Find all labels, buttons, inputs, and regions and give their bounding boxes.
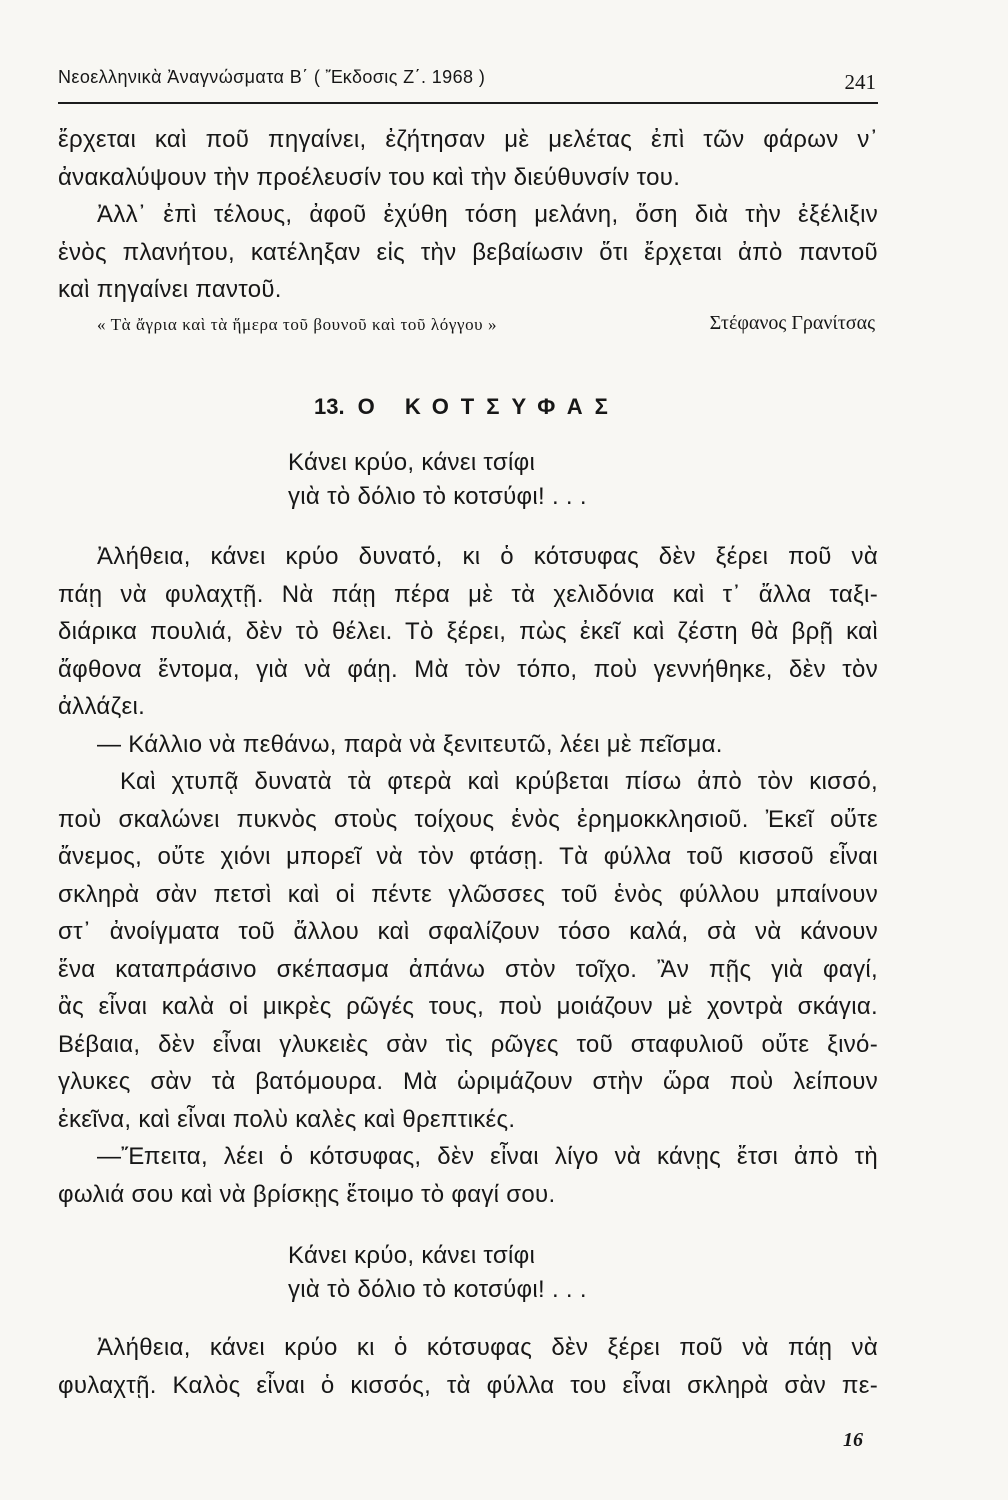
text-line: ποὺ σκαλώνει πυκνὸς στοὺς τοίχους ἑνὸς ἐρημοκκλησιοῦ. Ἐκεῖ οὔτε <box>58 805 878 833</box>
running-head <box>58 64 878 96</box>
text-line: ἄφθονα ἔντομα, γιὰ νὰ φάῃ. Μὰ τὸν τόπο, ποὺ γεννήθηκε, δὲν τὸν <box>58 655 878 683</box>
paragraph <box>58 763 878 1138</box>
page-number: 241 <box>844 70 876 94</box>
text-line: ἐκεῖνα, καὶ εἶναι πολὺ καλὲς καὶ θρεπτικές. <box>58 1105 516 1133</box>
text-line: πάῃ νὰ φυλαχτῇ. Νὰ πάῃ πέρα μὲ τὰ χελιδόνια καὶ τ᾿ ἄλλα ταξι- <box>58 580 878 608</box>
text-line: Καὶ χτυπᾷ δυνατὰ τὰ φτερὰ καὶ κρύβεται πίσω ἀπὸ τὸν κισσό, <box>120 768 878 795</box>
paragraph <box>58 1138 878 1213</box>
story-text <box>58 538 878 1213</box>
text-line: Ἀλήθεια, κάνει κρύο δυνατό, κι ὁ κότσυφας δὲν ξέρει ποῦ νὰ <box>97 543 878 570</box>
text-line: ἔρχεται καὶ ποῦ πηγαίνει, ἐζήτησαν μὲ μελέτας ἐπὶ τῶν φάρων ν᾿ <box>58 126 878 153</box>
text-line: Ἀλήθεια, κάνει κρύο κι ὁ κότσυφας δὲν ξέρει ποῦ νὰ πάῃ νὰ <box>97 1334 878 1361</box>
source-title: « Τὰ ἄγρια καὶ τὰ ἥμερα τοῦ βουνοῦ καὶ τοῦ λόγγου » <box>97 315 498 334</box>
refrain <box>288 1239 848 1307</box>
text-line: γλυκες σὰν τὰ βατόμουρα. Μὰ ὡριμάζουν στὴν ὥρα ποὺ λείπουν <box>58 1068 878 1095</box>
previous-text <box>58 121 878 309</box>
text-line: — Κάλλιο νὰ πεθάνω, παρὰ νὰ ξενιτευτῶ, λέει μὲ πεῖσμα. <box>97 730 723 758</box>
verse-line: γιὰ τὸ δόλιο τὸ κοτσύφι! . . . <box>288 1276 587 1303</box>
text-line: ἕνα καταπράσινο σκέπασμα ἀπάνω στὸν τοῖχο. Ἂν πῇς γιὰ φαγί, <box>58 955 878 983</box>
author-name: Στέφανος Γρανίτσας <box>709 312 875 334</box>
chapter-heading <box>314 392 620 422</box>
story-text-continued <box>58 1329 878 1404</box>
source-attribution <box>58 311 878 339</box>
text-line: ἂς εἶναι καλὰ οἱ μικρὲς ρῶγές τους, ποὺ μοιάζουν μὲ χοντρὰ σκάγια. <box>58 993 878 1020</box>
text-line: ἀνακαλύψουν τὴν προέλευσίν του καὶ τὴν διεύθυνσίν του. <box>58 163 681 191</box>
header-rule <box>58 102 878 104</box>
text-line: ἀλλάζει. <box>58 693 146 720</box>
verse-line: γιὰ τὸ δόλιο τὸ κοτσύφι! . . . <box>288 483 587 510</box>
text-line: στ᾿ ἀνοίγματα τοῦ ἄλλου καὶ σφαλίζουν τόσο καλά, σὰ νὰ κάνουν <box>58 918 878 945</box>
paragraph <box>58 726 878 764</box>
text-line: —Ἔπειτα, λέει ὁ κότσυφας, δὲν εἶναι λίγο νὰ κάνῃς ἔτσι ἀπὸ τὴ <box>97 1143 878 1170</box>
chapter-title: Ο ΚΟΤΣΥΦΑΣ <box>357 394 620 419</box>
text-line: σκληρὰ σὰν πετσὶ καὶ οἱ πέντε γλῶσσες τοῦ ἑνὸς φύλλου μπαίνουν <box>58 880 878 908</box>
text-line: ἄνεμος, οὔτε χιόνι μπορεῖ νὰ τὸν φτάσῃ. Τὰ φύλλα τοῦ κισσοῦ εἶναι <box>58 843 878 870</box>
verse-line: Κάνει κρύο, κάνει τσίφι <box>288 449 536 476</box>
text-line: φωλιά σου καὶ νὰ βρίσκῃς ἕτοιμο τὸ φαγί σου. <box>58 1180 556 1208</box>
text-line: ἑνὸς πλανήτου, κατέληξαν εἰς τὴν βεβαίωσιν ὅτι ἔρχεται ἀπὸ παντοῦ <box>58 238 878 266</box>
text-line: Βέβαια, δὲν εἶναι γλυκειὲς σὰν τὶς ρῶγες τοῦ σταφυλιοῦ οὔτε ξινό- <box>58 1030 878 1058</box>
verse-line: Κάνει κρύο, κάνει τσίφι <box>288 1242 536 1269</box>
chapter-number: 13. <box>314 394 345 419</box>
paragraph <box>58 538 878 726</box>
running-head-title: Νεοελληνικὰ Ἀναγνώσματα Β΄ ( Ἔκδοσις Ζ΄. 1968 ) <box>58 67 486 87</box>
text-line: καὶ πηγαίνει παντοῦ. <box>58 276 282 303</box>
text-line: φυλαχτῇ. Καλὸς εἶναι ὁ κισσός, τὰ φύλλα του εἶναι σκληρὰ σὰν πε- <box>58 1371 878 1399</box>
paragraph <box>58 121 878 196</box>
refrain <box>288 446 848 514</box>
paragraph <box>58 196 878 309</box>
text-line: διάρικα πουλιά, δὲν τὸ θέλει. Τὸ ξέρει, πὼς ἐκεῖ καὶ ζέστη θὰ βρῇ καὶ <box>58 618 878 645</box>
signature-mark: 16 <box>843 1429 863 1451</box>
text-line: Ἀλλ᾿ ἐπὶ τέλους, ἀφοῦ ἐχύθη τόση μελάνη, ὅση διὰ τὴν ἐξέλιξιν <box>97 201 878 228</box>
paragraph <box>58 1329 878 1404</box>
